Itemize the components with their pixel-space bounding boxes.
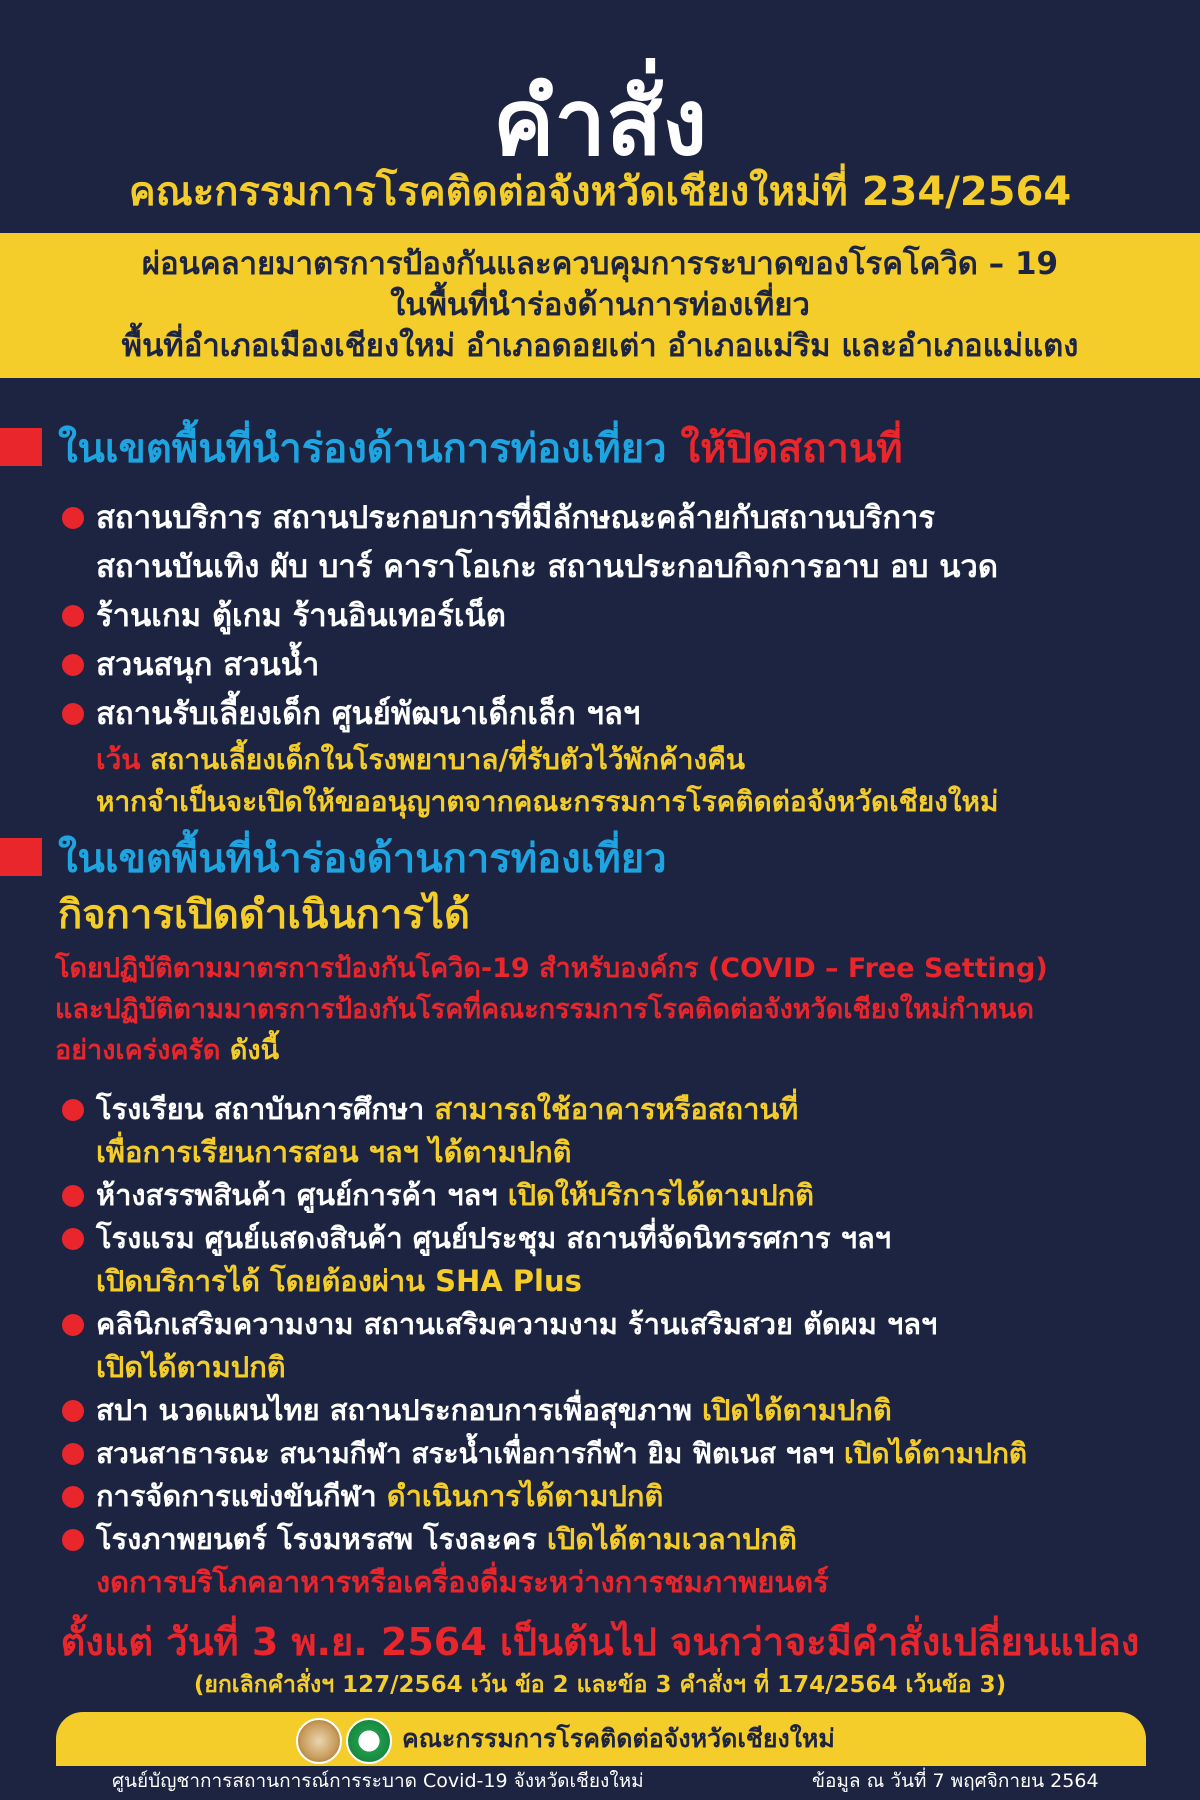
exception-line2: หากจำเป็นจะเปิดให้ขออนุญาตจากคณะกรรมการโรคติดต่อจังหวัดเชียงใหม่ — [96, 785, 999, 818]
item-text — [96, 1432, 1178, 1475]
item-text: คลินิกเสริมความงาม สถานเสริมความงาม ร้านเสริมสวย ตัดผม ฯลฯ — [96, 1307, 938, 1341]
bullet-icon — [62, 1529, 84, 1551]
list-item — [58, 494, 1178, 592]
item-status: ดำเนินการได้ตามปกติ — [386, 1479, 664, 1513]
banner-line-3: พื้นที่อำเภอเมืองเชียงใหม่ อำเภอดอยเต่า อำเภอแม่ริม และอำเภอแม่แตง — [121, 328, 1079, 364]
section2-subheading: กิจการเปิดดำเนินการได้ — [58, 892, 470, 938]
public-health-emblem-icon — [346, 1718, 392, 1764]
item-text — [96, 1475, 1178, 1518]
bullet-icon — [62, 703, 84, 725]
list-item — [58, 1217, 1178, 1303]
cancel-note: (ยกเลิกคำสั่งฯ 127/2564 เว้น ข้อ 2 และข้อ 3 คำสั่งฯ ที่ 174/2564 เว้นข้อ 3) — [193, 1672, 1007, 1698]
section1-heading — [58, 424, 903, 474]
list-item — [58, 1303, 1178, 1389]
footer-banner — [56, 1712, 1146, 1766]
exception-detail: สถานเลี้ยงเด็กในโรงพยาบาล/ที่รับตัวไว้พักค้างคืน — [140, 743, 746, 776]
footer-date: ข้อมูล ณ วันที่ 7 พฤศจิกายน 2564 — [812, 1770, 1099, 1792]
item-text: สถานรับเลี้ยงเด็ก ศูนย์พัฒนาเด็กเล็ก ฯลฯ — [96, 696, 641, 732]
bullet-icon — [62, 1443, 84, 1465]
exception-word: เว้น — [96, 743, 141, 776]
section2-heading: ในเขตพื้นที่นำร่องด้านการท่องเที่ยว — [58, 836, 667, 882]
bullet-icon — [62, 1099, 84, 1121]
list-item — [58, 690, 1178, 823]
effective-date: ตั้งแต่ วันที่ 3 พ.ย. 2564 เป็นต้นไป จนกว่าจะมีคำสั่งเปลี่ยนแปลง — [60, 1620, 1140, 1664]
list-item — [58, 1518, 1178, 1604]
list-item — [58, 1174, 1178, 1217]
item-subject: โรงภาพยนตร์ โรงมหรสพ โรงละคร — [96, 1522, 547, 1556]
exception-text — [96, 739, 1178, 781]
note-line-1: โดยปฏิบัติตามมาตรการป้องกันโควิด-19 สำหรับองค์กร (COVID – Free Setting) — [55, 953, 1048, 984]
title-banner — [0, 233, 1200, 378]
section2-red-marker — [0, 838, 42, 876]
section1-heading-red: ให้ปิดสถานที่ — [680, 426, 903, 472]
item-warning: งดการบริโภคอาหารหรือเครื่องดื่มระหว่างการชมภาพยนตร์ — [96, 1565, 829, 1599]
section1-heading-blue: ในเขตพื้นที่นำร่องด้านการท่องเที่ยว — [58, 426, 667, 472]
note-line-3 — [55, 1030, 1185, 1071]
section1-red-marker — [0, 428, 42, 466]
list-item — [58, 1475, 1178, 1518]
bullet-icon — [62, 1185, 84, 1207]
bullet-icon — [62, 507, 84, 529]
item-text: สวนสนุก สวนน้ำ — [96, 647, 320, 683]
item-subject: สวนสาธารณะ สนามกีฬา สระน้ำเพื่อการกีฬา ยิม ฟิตเนส ฯลฯ — [96, 1437, 845, 1470]
bullet-icon — [62, 1314, 84, 1336]
item-status: เปิดได้ตามปกติ — [702, 1393, 892, 1427]
order-subtitle: คณะกรรมการโรคติดต่อจังหวัดเชียงใหม่ที่ 234/2564 — [128, 169, 1072, 215]
bullet-icon — [62, 1228, 84, 1250]
item-status-line2: เปิดบริการได้ โดยต้องผ่าน SHA Plus — [96, 1264, 582, 1298]
item-status-line2: เพื่อการเรียนการสอน ฯลฯ ได้ตามปกติ — [96, 1135, 572, 1169]
bullet-icon — [62, 654, 84, 676]
item-status-line2: เปิดได้ตามปกติ — [96, 1350, 286, 1384]
page-title: คำสั่ง — [492, 69, 708, 176]
item-text — [96, 1174, 1178, 1217]
item-text: โรงแรม ศูนย์แสดงสินค้า ศูนย์ประชุม สถานที่จัดนิทรรศการ ฯลฯ — [96, 1221, 892, 1255]
bullet-icon — [62, 605, 84, 627]
section1-list — [58, 494, 1178, 823]
item-status: เปิดได้ตามเวลาปกติ — [546, 1522, 797, 1556]
item-status: เปิดให้บริการได้ตามปกติ — [507, 1178, 814, 1212]
item-subject: การจัดการแข่งขันกีฬา — [96, 1479, 387, 1513]
bullet-icon — [62, 1400, 84, 1422]
footer-org-name: คณะกรรมการโรคติดต่อจังหวัดเชียงใหม่ — [402, 1724, 835, 1753]
item-text: ร้านเกม ตู้เกม ร้านอินเทอร์เน็ต — [96, 598, 506, 634]
item-text — [96, 1518, 1178, 1561]
footer-source: ศูนย์บัญชาการสถานการณ์การระบาด Covid-19 จังหวัดเชียงใหม่ — [112, 1770, 644, 1792]
list-item — [58, 1432, 1178, 1475]
item-status: สามารถใช้อาคารหรือสถานที่ — [434, 1092, 799, 1126]
note-line-2: และปฏิบัติตามมาตรการป้องกันโรคที่คณะกรรมการโรคติดต่อจังหวัดเชียงใหม่กำหนด — [55, 994, 1034, 1025]
provincial-seal-icon — [296, 1718, 342, 1764]
note-as-follows: ดังนี้ — [220, 1035, 280, 1066]
item-subject: ห้างสรรพสินค้า ศูนย์การค้า ฯลฯ — [96, 1178, 508, 1212]
note-strict: อย่างเคร่งครัด — [55, 1035, 221, 1066]
list-item — [58, 592, 1178, 641]
item-text: สถานบันเทิง ผับ บาร์ คาราโอเกะ สถานประกอบกิจการอาบ อบ นวด — [96, 549, 998, 585]
list-item — [58, 1088, 1178, 1174]
item-subject: สปา นวดแผนไทย สถานประกอบการเพื่อสุขภาพ — [96, 1393, 703, 1427]
bullet-icon — [62, 1486, 84, 1508]
item-text: สถานบริการ สถานประกอบการที่มีลักษณะคล้ายกับสถานบริการ — [96, 500, 936, 536]
list-item — [58, 1389, 1178, 1432]
section2-list — [58, 1088, 1178, 1604]
list-item — [58, 641, 1178, 690]
section2-note — [55, 948, 1185, 1071]
item-status: เปิดได้ตามปกติ — [844, 1437, 1028, 1470]
banner-line-1: ผ่อนคลายมาตรการป้องกันและควบคุมการระบาดของโรคโควิด – 19 — [141, 246, 1059, 282]
item-subject: โรงเรียน สถาบันการศึกษา — [96, 1092, 435, 1126]
banner-line-2: ในพื้นที่นำร่องด้านการท่องเที่ยว — [390, 287, 810, 323]
item-text — [96, 1088, 1178, 1131]
item-text — [96, 1389, 1178, 1432]
